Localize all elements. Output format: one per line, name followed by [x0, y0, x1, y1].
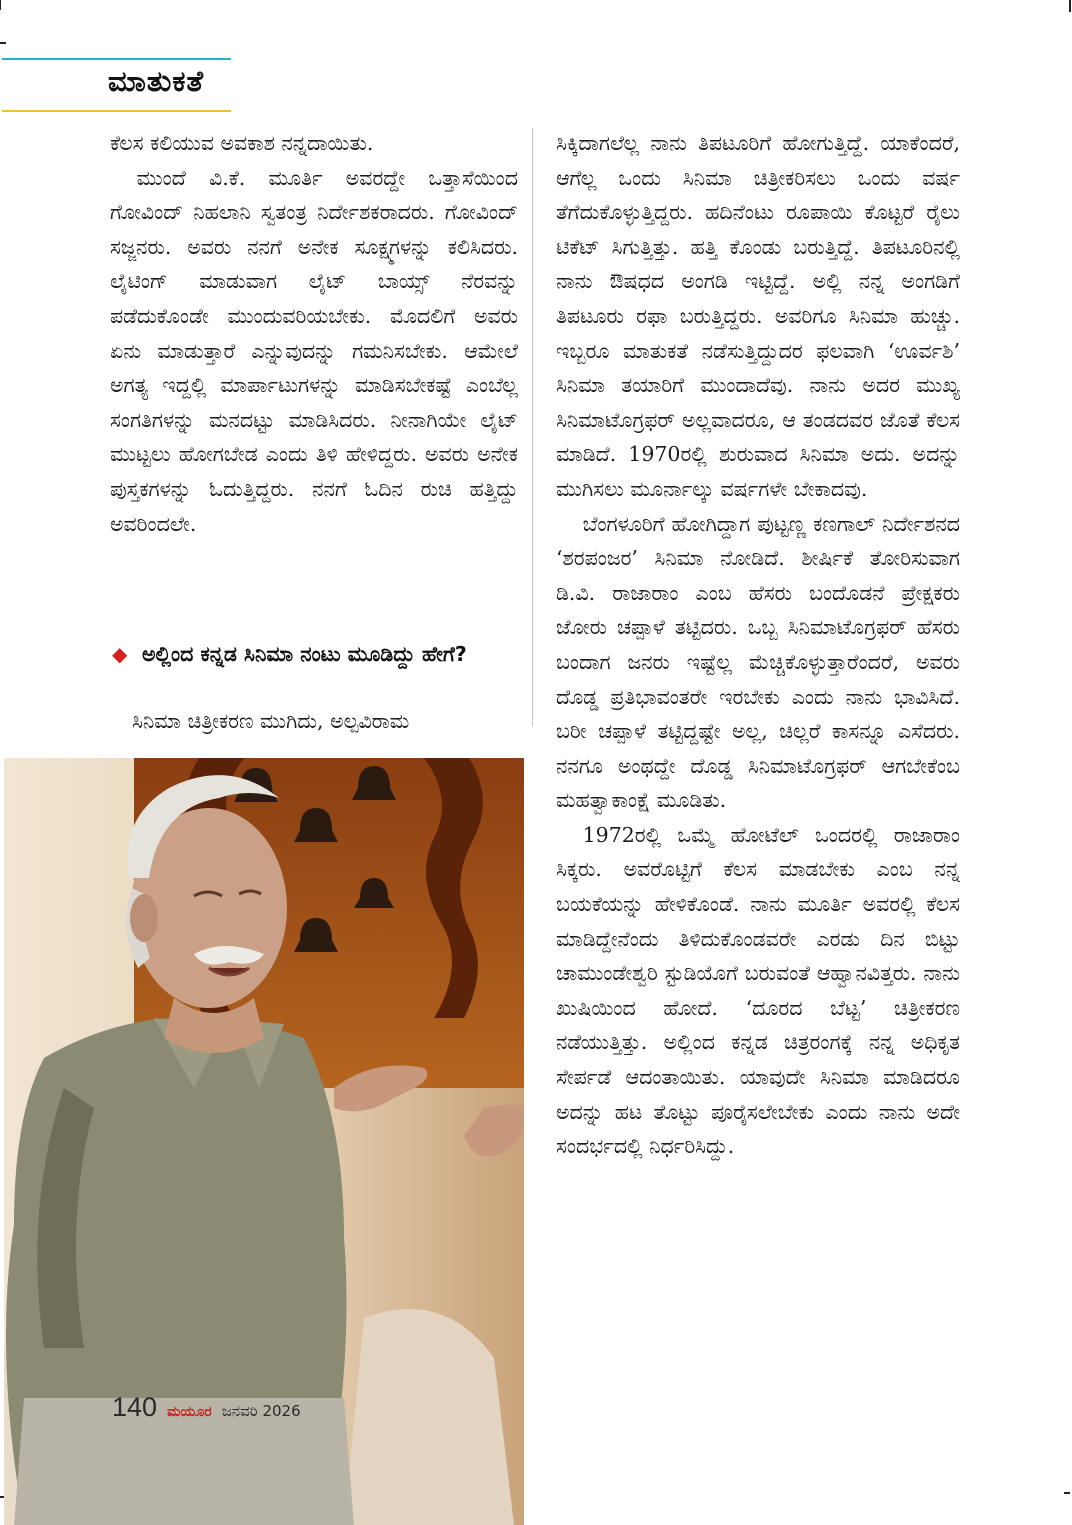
left-column: [110, 126, 518, 541]
paragraph: 1972ರಲ್ಲಿ ಒಮ್ಮೆ ಹೋಟೆಲ್ ಒಂದರಲ್ಲಿ ರಾಜಾರಾಂ ಸಿಕ್ಕರು. ಅವರೊಟ್ಟಿಗೆ ಕೆಲಸ ಮಾಡಬೇಕು ಎಂಬ ನನ್ನ ಬಯಕೆಯನ್ನು ಹೇಳಿಕೊಂಡೆ. ನಾನು ಮೂರ್ತಿ ಅವರಲ್ಲಿ ಕೆಲಸ ಮಾಡಿದ್ದೇನೆಂದು ತಿಳಿದುಕೊಂಡವರೇ ಎರಡು ದಿನ ಬಿಟ್ಟು ಚಾಮುಂಡೇಶ್ವರಿ ಸ್ಟುಡಿಯೊಗೆ ಬರುವಂತೆ ಆಹ್ವಾನವಿತ್ತರು. ನಾನು ಖುಷಿಯಿಂದ ಹೋದೆ. ‘ದೂರದ ಬೆಟ್ಟ’ ಚಿತ್ರೀಕರಣ ನಡೆಯುತ್ತಿತ್ತು. ಅಲ್ಲಿಂದ ಕನ್ನಡ ಚಿತ್ರರಂಗಕ್ಕೆ ನನ್ನ ಅಧಿಕೃತ ಸೇರ್ಪಡೆ ಆದಂತಾಯಿತು. ಯಾವುದೇ ಸಿನಿಮಾ ಮಾಡಿದರೂ ಅದನ್ನು ಹಟ ತೊಟ್ಟು ಪೂರೈಸಲೇಬೇಕು ಎಂದು ನಾನು ಅದೇ ಸಂದರ್ಭದಲ್ಲಿ ನಿರ್ಧರಿಸಿದ್ದು.: [556, 822, 960, 1159]
issue-date: ಜನವರಿ 2026: [221, 1402, 301, 1420]
column-divider: [532, 128, 533, 726]
page-footer: [112, 1392, 301, 1426]
interview-question: [112, 636, 512, 672]
red-diamond-bullet-icon: ◆: [112, 642, 128, 666]
paragraph: ಕೆಲಸ ಕಲಿಯುವ ಅವಕಾಶ ನನ್ನದಾಯಿತು.: [110, 131, 374, 155]
crop-mark-top-left: [0, 0, 1, 10]
paragraph: ಮುಂದೆ ವಿ.ಕೆ. ಮೂರ್ತಿ ಅವರದ್ದೇ ಒತ್ತಾಸೆಯಿಂದ ಗೋವಿಂದ್ ನಿಹಲಾನಿ ಸ್ವತಂತ್ರ ನಿರ್ದೇಶಕರಾದರು. ಗೋವಿಂದ್ ಸಜ್ಜನರು. ಅವರು ನನಗೆ ಅನೇಕ ಸೂಕ್ಷ್ಮಗಳನ್ನು ಕಲಿಸಿದರು. ಲೈಟಿಂಗ್ ಮಾಡುವಾಗ ಲೈಟ್ ಬಾಯ್ಸ್ ನೆರವನ್ನು ಪಡೆದುಕೊಂಡೇ ಮುಂದುವರಿಯಬೇಕು. ಮೊದಲಿಗೆ ಅವರು ಏನು ಮಾಡುತ್ತಾರೆ ಎನ್ನುವುದನ್ನು ಗಮನಿಸಬೇಕು. ಆಮೇಲೆ ಅಗತ್ಯ ಇದ್ದಲ್ಲಿ ಮಾರ್ಪಾಟುಗಳನ್ನು ಮಾಡಿಸಬೇಕಷ್ಟೆ ಎಂಬೆಲ್ಲ ಸಂಗತಿಗಳನ್ನು ಮನದಟ್ಟು ಮಾಡಿಸಿದರು. ನೀನಾಗಿಯೇ ಲೈಟ್ ಮುಟ್ಟಲು ಹೋಗಬೇಡ ಎಂದು ತಿಳಿ ಹೇಳಿದ್ದರು. ಅವರು ಅನೇಕ ಪುಸ್ತಕಗಳನ್ನು ಓದುತ್ತಿದ್ದರು. ನನಗೆ ಓದಿನ ರುಚಿ ಹತ್ತಿದ್ದು ಅವರಿಂದಲೇ.: [110, 165, 518, 536]
answer-paragraph-start: ಸಿನಿಮಾ ಚಿತ್ರೀಕರಣ ಮುಗಿದು, ಅಲ್ಪವಿರಾಮ: [132, 709, 410, 733]
section-title: ಮಾತುಕತೆ: [108, 64, 204, 98]
paragraph: ಬೆಂಗಳೂರಿಗೆ ಹೋಗಿದ್ದಾಗ ಪುಟ್ಟಣ್ಣ ಕಣಗಾಲ್ ನಿರ್ದೇಶನದ ‘ಶರಪಂಜರ’ ಸಿನಿಮಾ ನೋಡಿದೆ. ಶೀರ್ಷಿಕೆ ತೋರಿಸುವಾಗ ಡಿ.ವಿ. ರಾಜಾರಾಂ ಎಂಬ ಹೆಸರು ಬಂದೊಡನೆ ಪ್ರೇಕ್ಷಕರು ಜೋರು ಚಪ್ಪಾಳೆ ತಟ್ಟಿದರು. ಒಬ್ಬ ಸಿನಿಮಾಟೊಗ್ರಫರ್ ಹೆಸರು ಬಂದಾಗ ಜನರು ಇಷ್ಟೆಲ್ಲ ಮೆಚ್ಚಿಕೊಳ್ಳುತ್ತಾರೆಂದರೆ, ಅವರು ದೊಡ್ಡ ಪ್ರತಿಭಾವಂತರೇ ಇರಬೇಕು ಎಂದು ನಾನು ಭಾವಿಸಿದೆ. ಬರೀ ಚಪ್ಪಾಳೆ ತಟ್ಟಿದ್ದಷ್ಟೇ ಅಲ್ಲ, ಚಿಲ್ಲರೆ ಕಾಸನ್ನೂ ಎಸೆದರು. ನನಗೂ ಅಂಥದ್ದೇ ದೊಡ್ಡ ಸಿನಿಮಾಟೊಗ್ರಫರ್ ಆಗಬೇಕೆಂಬ ಮಹತ್ವಾಕಾಂಕ್ಷೆ ಮೂಡಿತು.: [556, 511, 960, 813]
magazine-name: ಮಯೂರ: [167, 1404, 212, 1420]
right-column: [556, 126, 960, 1164]
paragraph: ಸಿಕ್ಕಿದಾಗಲೆಲ್ಲ ನಾನು ತಿಪಟೂರಿಗೆ ಹೋಗುತ್ತಿದ್ದೆ. ಯಾಕೆಂದರೆ, ಆಗೆಲ್ಲ ಒಂದು ಸಿನಿಮಾ ಚಿತ್ರೀಕರಿಸಲು ಒಂದು ವರ್ಷ ತೆಗೆದುಕೊಳ್ಳುತ್ತಿದ್ದರು. ಹದಿನೆಂಟು ರೂಪಾಯಿ ಕೊಟ್ಟರೆ ರೈಲು ಟಿಕೆಟ್ ಸಿಗುತ್ತಿತ್ತು. ಹತ್ತಿ ಕೊಂಡು ಬರುತ್ತಿದ್ದೆ. ತಿಪಟೂರಿನಲ್ಲಿ ನಾನು ಔಷಧದ ಅಂಗಡಿ ಇಟ್ಟಿದ್ದೆ. ಅಲ್ಲಿ ನನ್ನ ಅಂಗಡಿಗೆ ತಿಪಟೂರು ರಫಾ ಬರುತ್ತಿದ್ದರು. ಅವರಿಗೂ ಸಿನಿಮಾ ಹುಚ್ಚು. ಇಬ್ಬರೂ ಮಾತುಕತೆ ನಡೆಸುತ್ತಿದ್ದುದರ ಫಲವಾಗಿ ‘ಊರ್ವಶಿ’ ಸಿನಿಮಾ ತಯಾರಿಗೆ ಮುಂದಾದೆವು. ನಾನು ಅದರ ಮುಖ್ಯ ಸಿನಿಮಾಟೊಗ್ರಫರ್ ಅಲ್ಲವಾದರೂ, ಆ ತಂಡದವರ ಜೊತೆ ಕೆಲಸ ಮಾಡಿದೆ. 1970ರಲ್ಲಿ ಶುರುವಾದ ಸಿನಿಮಾ ಅದು. ಅದನ್ನು ಮುಗಿಸಲು ಮೂರ್ನಾಲ್ಕು ವರ್ಷಗಳೇ ಬೇಕಾದವು.: [556, 131, 960, 501]
crop-mark-right-lower: [1064, 1492, 1070, 1494]
crop-mark-left-upper: [0, 42, 6, 44]
question-text: ಅಲ್ಲಿಂದ ಕನ್ನಡ ಸಿನಿಮಾ ನಂಟು ಮೂಡಿದ್ದು ಹೇಗೆ?: [142, 642, 467, 666]
page-number: 140: [112, 1392, 158, 1422]
crop-mark-top-right: [1069, 0, 1071, 12]
